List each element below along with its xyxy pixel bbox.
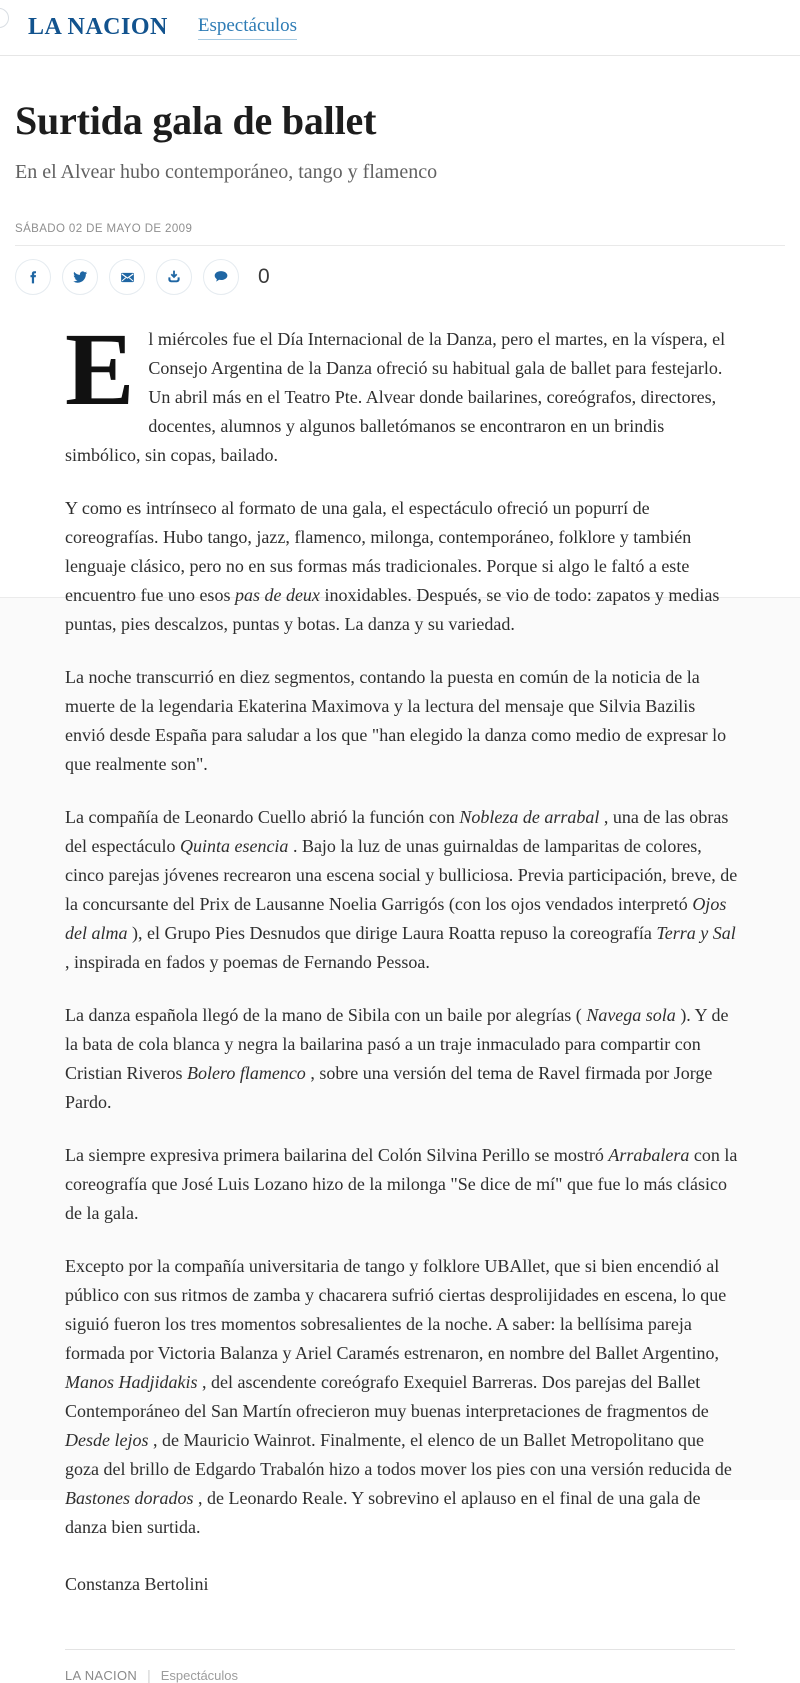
header-divider bbox=[15, 245, 785, 246]
edge-cutoff-button[interactable] bbox=[0, 8, 9, 28]
drop-cap: E bbox=[65, 312, 135, 427]
work-title: pas de deux bbox=[234, 585, 320, 605]
download-icon bbox=[165, 268, 183, 286]
paragraph-text: , inspirada en fados y poemas de Fernando Pessoa. bbox=[65, 952, 430, 972]
article-body bbox=[0, 295, 800, 1542]
article-paragraph bbox=[65, 312, 738, 470]
paragraph-text: Y como es intrínseco al formato de una gala, el espectáculo ofreció un popurrí de coreografías. Hubo tango, jazz, flamenco, milonga, contemporáneo, folklore y también lenguaje clásico, pero no en sus formas más tradicionales. Porque si algo le faltó a este encuentro fue uno esos bbox=[65, 498, 692, 605]
paragraph-text: , una de las obras del espectáculo bbox=[65, 807, 729, 856]
work-title: Quinta esencia bbox=[179, 836, 289, 856]
twitter-icon bbox=[71, 268, 89, 286]
comments-share-button[interactable] bbox=[203, 259, 239, 295]
article-paragraph bbox=[65, 494, 738, 639]
footer-breadcrumb bbox=[65, 1649, 735, 1683]
paragraph-text: , sobre una versión del tema de Ravel firmada por Jorge Pardo. bbox=[65, 1063, 713, 1112]
article-paragraph bbox=[65, 1001, 738, 1117]
footer-brand-link[interactable]: LA NACION bbox=[65, 1667, 138, 1683]
paragraph-text: . Bajo la luz de unas guirnaldas de lamparitas de colores, cinco parejas jóvenes recrearon una escena social y bulliciosa. Previa participación, breve, de la concursante del Prix de Lausanne Noelia Garrigós (con los ojos vendados interpretó bbox=[65, 836, 738, 914]
page-title: Surtida gala de ballet bbox=[15, 98, 377, 143]
article-paragraph bbox=[65, 803, 738, 977]
paragraph-text: La compañía de Leonardo Cuello abrió la función con bbox=[65, 807, 460, 827]
paragraph-text: , de Mauricio Wainrot. Finalmente, el elenco de un Ballet Metropolitano que goza del brillo de Edgardo Trabalón hizo a todos mover los pies con una versión reducida de bbox=[65, 1430, 732, 1479]
work-title: Bolero flamenco bbox=[187, 1063, 306, 1083]
paragraph-text: , de Leonardo Reale. Y sobrevino el aplauso en el final de una gala de danza bien surtida. bbox=[65, 1488, 701, 1537]
article-paragraph bbox=[65, 1141, 738, 1228]
work-title: Manos Hadjidakis bbox=[65, 1372, 198, 1392]
footer-section-link[interactable]: Espectáculos bbox=[160, 1667, 239, 1683]
paragraph-text: l miércoles fue el Día Internacional de la Danza, pero el martes, en la víspera, el Consejo Argentina de la Danza ofreció su habitual gala de ballet para festejarlo. Un abril más en el Teatro Pte. Alvear donde bailarines, coreógrafos, directores, docentes, alumnos y algunos balletómanos se encontraron en un brindis simbólico, sin copas, bailado. bbox=[65, 329, 726, 465]
paragraph-text: ). Y de la bata de cola blanca y negra la bailarina pasó a un traje inmaculado para compartir con Cristian Riveros bbox=[65, 1005, 729, 1083]
work-title: Arrabalera bbox=[608, 1145, 690, 1165]
byline: Constanza Bertolini bbox=[65, 1574, 209, 1594]
work-title: Terra y Sal bbox=[656, 923, 736, 943]
work-title: Desde lejos bbox=[65, 1430, 149, 1450]
paragraph-text: , del ascendente coreógrafo Exequiel Barreras. Dos parejas del Ballet Contemporáneo del San Martín ofrecieron muy buenas interpretaciones de fragmentos de bbox=[65, 1372, 709, 1421]
work-title: Nobleza de arrabal bbox=[459, 807, 600, 827]
download-share-button[interactable] bbox=[156, 259, 192, 295]
comments-icon bbox=[212, 268, 230, 286]
paragraph-text: La noche transcurrió en diez segmentos, contando la puesta en común de la noticia de la muerte de la legendaria Ekaterina Maximova y la lectura del mensaje que Silvia Bazilis envió desde España para saludar a los que "han elegido la danza como medio de expresar lo que realmente son". bbox=[65, 667, 727, 774]
la-nacion-logo[interactable]: LA NACION bbox=[28, 14, 168, 40]
paragraph-text: La danza española llegó de la mano de Sibila con un baile por alegrías ( bbox=[65, 1005, 587, 1025]
work-title: Navega sola bbox=[586, 1005, 676, 1025]
paragraph-text: Excepto por la compañía universitaria de tango y folklore UBAllet, que si bien encendió al público con sus ritmos de zamba y chacarera sufrió ciertas desprolijidades en escena, lo que siguió fueron los tres momentos sobresalientes de la noche. A saber: la bellísima pareja formada por Victoria Balanza y Ariel Caramés estrenaron, en nombre del Ballet Argentino, bbox=[65, 1256, 727, 1363]
facebook-share-button[interactable] bbox=[15, 259, 51, 295]
article-date: SÁBADO 02 DE MAYO DE 2009 bbox=[15, 223, 193, 235]
email-share-button[interactable] bbox=[109, 259, 145, 295]
twitter-share-button[interactable] bbox=[62, 259, 98, 295]
site-header bbox=[0, 0, 800, 56]
section-link-espectaculos[interactable]: Espectáculos bbox=[198, 15, 297, 40]
article-head bbox=[0, 98, 800, 295]
footer-separator: | bbox=[147, 1667, 151, 1683]
work-title: Ojos del alma bbox=[65, 894, 727, 943]
email-icon bbox=[119, 269, 136, 286]
comment-count: 0 bbox=[258, 265, 270, 288]
share-bar bbox=[15, 259, 785, 295]
article-paragraph bbox=[65, 663, 738, 779]
paragraph-text: con la coreografía que José Luis Lozano hizo de la milonga "Se dice de mí" que fue lo más clásico de la gala. bbox=[65, 1145, 738, 1223]
article-paragraph bbox=[65, 1252, 738, 1542]
paragraph-text: La siempre expresiva primera bailarina del Colón Silvina Perillo se mostró bbox=[65, 1145, 609, 1165]
paragraph-text: inoxidables. Después, se vio de todo: zapatos y medias puntas, pies descalzos, puntas y botas. La danza y su variedad. bbox=[65, 585, 720, 634]
facebook-icon bbox=[25, 269, 41, 285]
paragraph-text: ), el Grupo Pies Desnudos que dirige Laura Roatta repuso la coreografía bbox=[127, 923, 657, 943]
article-subtitle: En el Alvear hubo contemporáneo, tango y flamenco bbox=[15, 161, 438, 183]
work-title: Bastones dorados bbox=[65, 1488, 194, 1508]
